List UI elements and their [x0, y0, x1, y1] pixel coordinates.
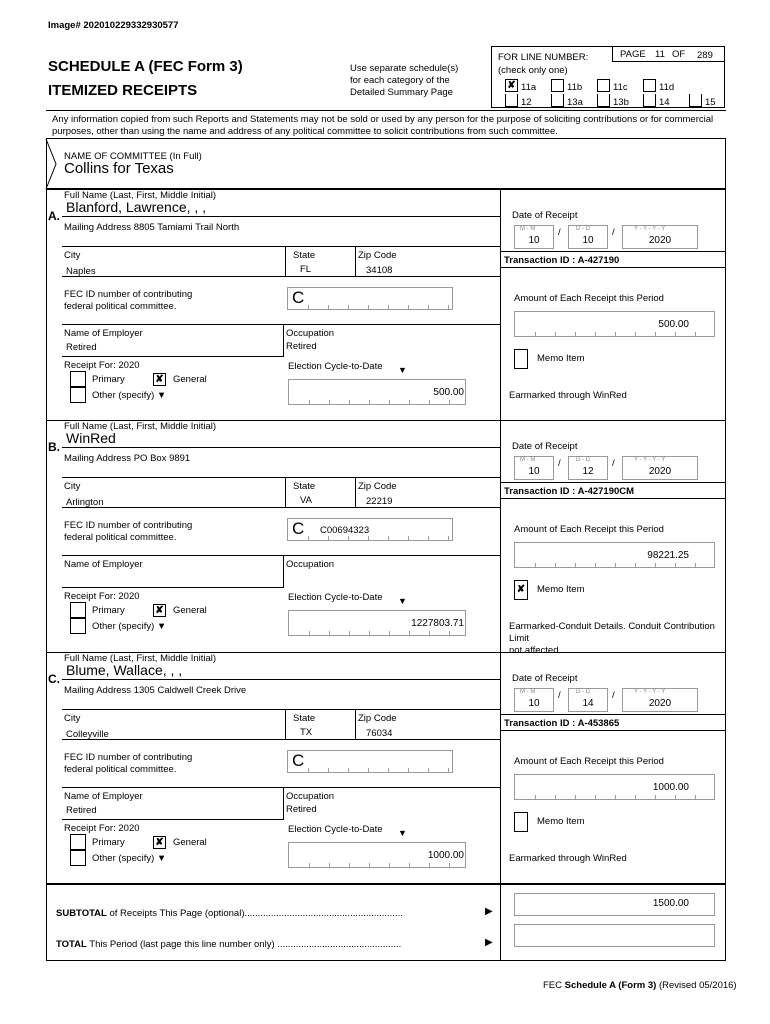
contributor-name[interactable]: WinRed	[66, 430, 116, 446]
general-checkbox[interactable]: ✘	[153, 373, 166, 386]
form-footer-fec: FEC	[543, 980, 565, 991]
general-label: General	[173, 374, 207, 385]
memo-checkbox[interactable]: ✘	[514, 580, 528, 600]
city-value[interactable]: Naples	[66, 266, 96, 277]
day-value: 10	[582, 235, 594, 246]
receipt-for	[64, 823, 140, 834]
line-13b-checkbox[interactable]	[597, 94, 610, 107]
fec-id-label-line: FEC ID number of contributing	[64, 289, 193, 300]
line-13b-label: 13b	[613, 97, 629, 108]
state-label: State	[293, 713, 316, 724]
mailing-label: Mailing Address	[64, 685, 132, 696]
line-number-label: FOR LINE NUMBER:	[498, 52, 589, 63]
day-hint: D - D	[576, 689, 590, 695]
fec-id-label	[64, 520, 192, 544]
divider	[725, 189, 726, 420]
divider	[62, 739, 500, 740]
cycle-amount: 1227803.71	[411, 618, 464, 629]
line-14-checkbox[interactable]	[643, 94, 656, 107]
occupation-value[interactable]: Retired	[286, 341, 317, 352]
line-13a-label: 13a	[567, 97, 583, 108]
full-name-label: Full Name (Last, First, Middle Initial)	[64, 653, 217, 664]
cycle-label: Election Cycle-to-Date	[288, 592, 383, 603]
zip-label: Zip Code	[358, 250, 397, 261]
fec-id-label-line: federal political committee.	[64, 301, 177, 312]
line-11a-label: 11a	[521, 82, 537, 93]
receipt-for	[64, 591, 140, 602]
divider	[62, 216, 500, 217]
earmark-line: Earmarked through WinRed	[509, 390, 627, 401]
transaction-label: Transaction ID :	[504, 486, 576, 497]
divider	[500, 251, 725, 252]
mailing-address[interactable]: PO Box 9891	[133, 453, 191, 464]
year-value: 2020	[648, 235, 672, 246]
form-subtitle: ITEMIZED RECEIPTS	[48, 82, 198, 99]
mailing-row	[64, 685, 246, 696]
primary-label: Primary	[92, 605, 125, 616]
mailing-address[interactable]: 1305 Caldwell Creek Drive	[133, 685, 247, 696]
receipt-year: 2020	[118, 591, 140, 602]
entry-letter: C.	[48, 672, 60, 686]
mailing-label: Mailing Address	[64, 453, 132, 464]
state-value[interactable]: TX	[300, 727, 313, 738]
year-hint: Y - Y - Y - Y	[634, 689, 666, 695]
line-12-label: 12	[521, 97, 532, 108]
line-11b-checkbox[interactable]	[551, 79, 564, 92]
memo-checkbox[interactable]	[514, 812, 528, 832]
committee-bracket-icon	[44, 138, 62, 190]
line-15-checkbox[interactable]	[689, 94, 702, 107]
divider	[62, 447, 500, 448]
general-label: General	[173, 837, 207, 848]
transaction-value: A-427190	[577, 255, 620, 266]
divider	[46, 420, 47, 652]
instructions	[350, 63, 458, 99]
cycle-label: Election Cycle-to-Date	[288, 824, 383, 835]
employer-value[interactable]: Retired	[66, 805, 97, 816]
total-bold: TOTAL	[56, 939, 87, 950]
earmark-line: not affected.	[509, 645, 562, 656]
committee-label: NAME OF COMMITTEE (In Full)	[64, 151, 202, 162]
day-value: 12	[582, 466, 594, 477]
transaction-label: Transaction ID :	[504, 255, 576, 266]
primary-label: Primary	[92, 837, 125, 848]
city-label: City	[64, 481, 81, 492]
employer-label: Name of Employer	[64, 559, 143, 570]
form-footer	[543, 980, 737, 991]
date-label: Date of Receipt	[512, 210, 578, 221]
amount-value: 98221.25	[647, 550, 689, 561]
other-label: Other (specify) ▼	[92, 853, 167, 864]
divider	[46, 110, 726, 111]
state-label: State	[293, 481, 316, 492]
employer-label: Name of Employer	[64, 328, 143, 339]
page-total: 289	[697, 50, 713, 61]
city-value[interactable]: Arlington	[66, 497, 104, 508]
occupation-label: Occupation	[286, 791, 335, 802]
general-checkbox[interactable]: ✘	[153, 836, 166, 849]
divider	[500, 267, 725, 268]
divider	[500, 883, 501, 960]
divider	[62, 507, 500, 508]
contributor-name[interactable]: Blanford, Lawrence, , ,	[66, 199, 207, 215]
line-11d-checkbox[interactable]	[643, 79, 656, 92]
divider	[500, 420, 501, 652]
page-number: 11	[655, 49, 665, 60]
memo-label: Memo Item	[537, 816, 585, 827]
divider	[355, 246, 356, 276]
instruction-line: for each category of the	[350, 75, 450, 86]
committee-name: Collins for Texas	[64, 160, 174, 177]
line-11c-label: 11c	[613, 82, 628, 93]
line-13a-checkbox[interactable]	[551, 94, 564, 107]
amount-label: Amount of Each Receipt this Period	[514, 293, 664, 304]
other-checkbox[interactable]	[70, 850, 86, 866]
instruction-line: Detailed Summary Page	[350, 87, 453, 98]
city-label: City	[64, 250, 81, 261]
divider	[62, 787, 500, 788]
transaction-id	[504, 255, 619, 266]
day-value: 14	[582, 698, 594, 709]
line-11d-label: 11d	[659, 82, 675, 93]
city-value[interactable]: Colleyville	[66, 729, 109, 740]
line-15-label: 15	[705, 97, 716, 108]
divider	[500, 730, 725, 731]
mailing-label: Mailing Address	[64, 222, 132, 233]
earmark-line: Earmarked-Conduit Details. Conduit Contribution Limit	[509, 621, 715, 644]
mailing-row	[64, 453, 190, 464]
transaction-value: A-427190CM	[577, 486, 635, 497]
divider	[500, 189, 501, 420]
subtotal-label	[56, 908, 403, 919]
divider	[725, 652, 726, 883]
divider	[62, 356, 283, 357]
receipt-year: 2020	[118, 360, 140, 371]
year-hint: Y - Y - Y - Y	[634, 226, 666, 232]
divider	[283, 787, 284, 820]
divider	[62, 819, 283, 820]
divider	[46, 189, 47, 420]
other-label: Other (specify) ▼	[92, 621, 167, 632]
line-11b-label: 11b	[567, 82, 583, 93]
employer-value[interactable]: Retired	[66, 342, 97, 353]
cycle-amount: 500.00	[433, 387, 464, 398]
divider	[283, 324, 284, 357]
cycle-arrow-icon: ▼	[398, 828, 407, 838]
contributor-name[interactable]: Blume, Wallace, , ,	[66, 662, 183, 678]
earmark-line: Earmarked through WinRed	[509, 853, 627, 864]
cycle-label: Election Cycle-to-Date	[288, 361, 383, 372]
divider	[725, 883, 726, 960]
occupation-label: Occupation	[286, 559, 335, 570]
divider	[62, 555, 500, 556]
amount-value: 1000.00	[652, 782, 689, 793]
mailing-address[interactable]: 8805 Tamiami Trail North	[133, 222, 240, 233]
divider	[46, 883, 726, 885]
entry-letter: B.	[48, 440, 60, 454]
subtotal-value: 1500.00	[652, 898, 689, 909]
fec-id-field[interactable]	[287, 750, 453, 773]
earmark-text	[509, 853, 723, 865]
divider	[62, 679, 500, 680]
fec-id-label	[64, 752, 192, 776]
date-slash: /	[558, 227, 561, 238]
line-14-label: 14	[659, 97, 670, 108]
date-slash: /	[558, 690, 561, 701]
month-value: 10	[528, 698, 540, 709]
general-label: General	[173, 605, 207, 616]
transaction-label: Transaction ID :	[504, 718, 576, 729]
divider	[62, 246, 500, 247]
day-hint: D - D	[576, 457, 590, 463]
instruction-line: Use separate schedule(s)	[350, 63, 459, 74]
cycle-amount: 1000.00	[427, 850, 464, 861]
divider	[62, 477, 500, 478]
fec-id-label-line: federal political committee.	[64, 532, 177, 543]
state-label: State	[293, 250, 316, 261]
divider	[62, 587, 283, 588]
month-value: 10	[528, 466, 540, 477]
subtotal-arrow-icon: ▶	[485, 906, 493, 917]
total-rest: This Period (last page this line number only) ...............................................	[86, 939, 402, 950]
other-checkbox[interactable]	[70, 387, 86, 403]
divider	[283, 555, 284, 588]
employer-label: Name of Employer	[64, 791, 143, 802]
zip-value[interactable]: 34108	[366, 265, 393, 276]
date-slash: /	[612, 458, 615, 469]
divider	[355, 709, 356, 739]
receipt-for-label: Receipt For:	[64, 591, 116, 602]
cycle-arrow-icon: ▼	[398, 365, 407, 375]
check-only-one: (check only one)	[498, 65, 568, 76]
city-label: City	[64, 713, 81, 724]
fec-id-label-line: FEC ID number of contributing	[64, 520, 193, 531]
earmark-text	[509, 390, 723, 402]
divider	[725, 420, 726, 652]
fec-id-c: C	[292, 519, 305, 538]
image-id: Image# 202010229332930577	[48, 20, 179, 31]
divider	[500, 498, 725, 499]
zip-label: Zip Code	[358, 713, 397, 724]
zip-value[interactable]: 22219	[366, 496, 393, 507]
amount-label: Amount of Each Receipt this Period	[514, 756, 664, 767]
date-slash: /	[558, 458, 561, 469]
fec-id-label-line: FEC ID number of contributing	[64, 752, 193, 763]
line-12-checkbox[interactable]	[505, 94, 518, 107]
month-hint: M - M	[520, 226, 536, 232]
divider	[46, 883, 47, 960]
receipt-for	[64, 360, 140, 371]
primary-checkbox[interactable]	[70, 834, 86, 850]
year-value: 2020	[648, 466, 672, 477]
form-footer-rev: (Revised 05/2016)	[656, 980, 737, 991]
amount-value: 500.00	[658, 319, 689, 330]
day-hint: D - D	[576, 226, 590, 232]
date-slash: /	[612, 227, 615, 238]
divider	[500, 652, 501, 883]
divider	[62, 276, 500, 277]
divider	[62, 324, 500, 325]
total-label	[56, 939, 401, 950]
form-footer-bold: Schedule A (Form 3)	[564, 980, 657, 991]
page-label: PAGE	[620, 49, 646, 60]
month-hint: M - M	[520, 457, 536, 463]
fec-id-label-line: federal political committee.	[64, 764, 177, 775]
divider	[500, 482, 725, 483]
month-value: 10	[528, 235, 540, 246]
year-hint: Y - Y - Y - Y	[634, 457, 666, 463]
mailing-row	[64, 222, 239, 233]
cycle-arrow-icon: ▼	[398, 596, 407, 606]
year-value: 2020	[648, 698, 672, 709]
full-name-label: Full Name (Last, First, Middle Initial)	[64, 421, 217, 432]
notice-text: Any information copied from such Reports and Statements may not be sold or used by any person for the purpose of soliciting contributions or for commercial purposes, other than using the name and address of any political committee to solicit contributions from such committee.	[52, 114, 714, 137]
divider	[500, 714, 725, 715]
divider	[285, 709, 286, 739]
receipt-for-label: Receipt For:	[64, 360, 116, 371]
transaction-id	[504, 486, 634, 497]
state-value[interactable]: FL	[300, 264, 312, 275]
total-arrow-icon: ▶	[485, 937, 493, 948]
line-11a-checkbox[interactable]: ✘	[505, 79, 518, 92]
fec-id-field[interactable]	[287, 518, 453, 541]
primary-checkbox[interactable]	[70, 371, 86, 387]
divider	[62, 709, 500, 710]
fec-id-label	[64, 289, 192, 313]
transaction-value: A-453865	[577, 718, 620, 729]
of-label: OF	[672, 49, 686, 60]
subtotal-rest: of Receipts This Page (optional)............................................................	[106, 908, 403, 919]
fec-id-c: C	[292, 288, 305, 307]
fec-id-field[interactable]	[287, 287, 453, 310]
other-label: Other (specify) ▼	[92, 390, 167, 401]
form-title: SCHEDULE A (FEC Form 3)	[48, 58, 243, 75]
receipt-for-label: Receipt For:	[64, 823, 116, 834]
divider	[355, 477, 356, 507]
receipt-year: 2020	[118, 823, 140, 834]
occupation-value[interactable]: Retired	[286, 804, 317, 815]
zip-value[interactable]: 76034	[366, 728, 393, 739]
date-label: Date of Receipt	[512, 441, 578, 452]
occupation-label: Occupation	[286, 328, 335, 339]
total-field[interactable]	[514, 924, 715, 947]
entry-letter: A.	[48, 209, 60, 223]
other-checkbox[interactable]	[70, 618, 86, 634]
line-11c-checkbox[interactable]	[597, 79, 610, 92]
divider	[285, 246, 286, 276]
subtotal-bold: SUBTOTAL	[56, 908, 107, 919]
primary-label: Primary	[92, 374, 125, 385]
general-checkbox[interactable]: ✘	[153, 604, 166, 617]
divider	[285, 477, 286, 507]
transaction-id	[504, 718, 619, 729]
fec-id-value[interactable]: C00694323	[320, 525, 370, 536]
zip-label: Zip Code	[358, 481, 397, 492]
full-name-label: Full Name (Last, First, Middle Initial)	[64, 190, 217, 201]
amount-label: Amount of Each Receipt this Period	[514, 524, 664, 535]
memo-label: Memo Item	[537, 353, 585, 364]
memo-checkbox[interactable]	[514, 349, 528, 369]
date-slash: /	[612, 690, 615, 701]
month-hint: M - M	[520, 689, 536, 695]
memo-label: Memo Item	[537, 584, 585, 595]
state-value[interactable]: VA	[300, 495, 312, 506]
fec-id-c: C	[292, 751, 305, 770]
primary-checkbox[interactable]	[70, 602, 86, 618]
divider	[46, 652, 47, 883]
date-label: Date of Receipt	[512, 673, 578, 684]
divider	[46, 960, 726, 961]
